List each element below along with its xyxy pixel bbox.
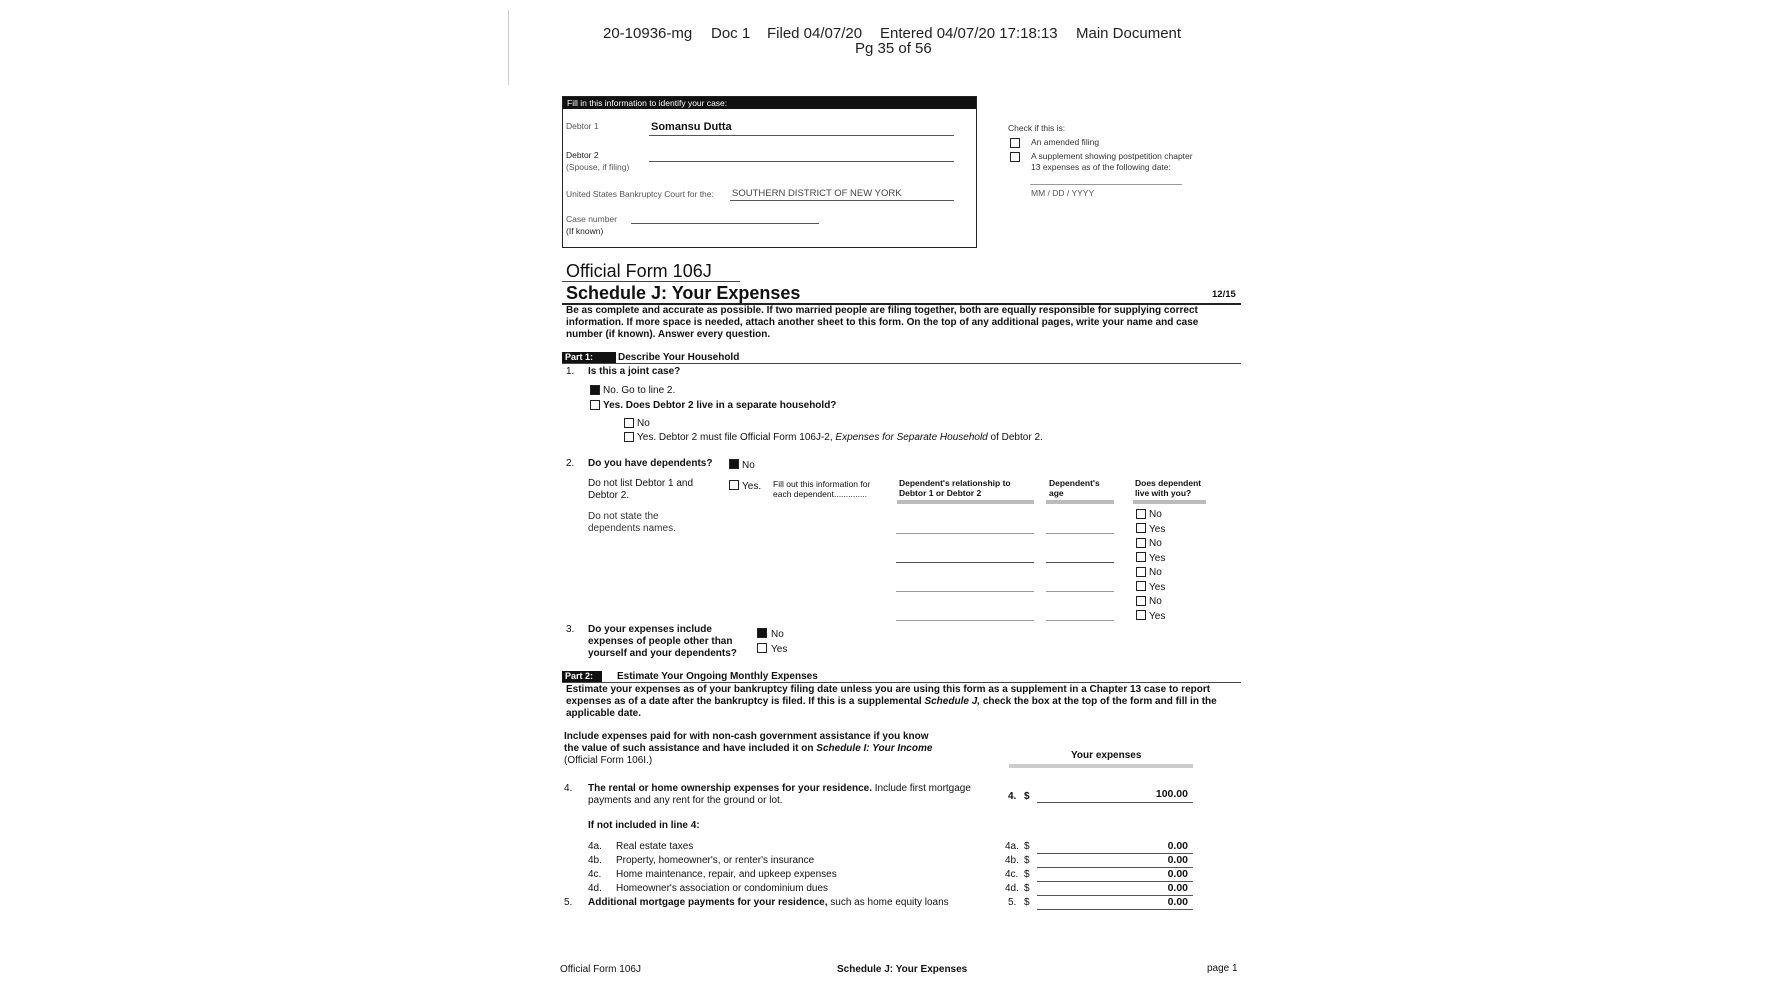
form-name-rule	[562, 281, 740, 282]
dependent-age-line-4	[1046, 620, 1114, 621]
footer-form-name: Official Form 106J	[560, 964, 641, 975]
q1-sub-yes-text-a: Yes. Debtor 2 must file Official Form 106J-2,	[637, 432, 833, 443]
q2-no-checkbox[interactable]	[729, 459, 739, 469]
live-option-label-1: No	[1149, 509, 1162, 520]
debtor1-line	[649, 135, 954, 136]
not-included-label: If not included in line 4:	[588, 820, 700, 831]
line5-value: 0.00	[1167, 896, 1188, 908]
q1-sub-no-label: No	[637, 418, 650, 429]
q1-text: Is this a joint case?	[588, 366, 681, 377]
part2-para1-line2-c: check the box at the top of the form and fill in the	[982, 696, 1217, 707]
col-relationship-1: Dependent's relationship to	[899, 478, 1011, 488]
q3-text-3: yourself and your dependents?	[588, 648, 737, 659]
live-option-checkbox-2[interactable]	[1136, 523, 1146, 533]
part2-para1-line2	[566, 696, 1217, 707]
q3-no-checkbox[interactable]	[757, 628, 767, 638]
supplement-label-1: A supplement showing postpetition chapter	[1031, 151, 1193, 161]
live-option-label-3: No	[1149, 538, 1162, 549]
line4a-code: 4a.	[588, 841, 602, 852]
q2-text: Do you have dependents?	[588, 458, 713, 469]
line4c-ref: 4c.	[1005, 869, 1019, 880]
line4-ref: 4.	[1008, 791, 1017, 802]
part2-title: Estimate Your Ongoing Monthly Expenses	[617, 671, 818, 682]
q2-do-not-list-2: Debtor 2.	[588, 490, 630, 501]
line5-text	[588, 897, 949, 908]
line4b-ref: 4b.	[1005, 855, 1019, 866]
part1-rule	[562, 363, 1241, 364]
q3-no-label: No	[771, 629, 784, 640]
line4-value: 100.00	[1155, 788, 1188, 800]
q2-yes-label: Yes.	[742, 481, 762, 492]
q1-sub-yes-text-c: of Debtor 2.	[990, 432, 1043, 443]
box-title: Fill in this information to identify your case:	[563, 97, 976, 109]
live-option-label-5: No	[1149, 567, 1162, 578]
line4c-value: 0.00	[1167, 868, 1188, 880]
part2-para2-line3: (Official Form 106I.)	[564, 755, 653, 766]
q3-yes-label: Yes	[771, 644, 788, 655]
intro-line-2: information. If more space is needed, attach another sheet to this form. On the top of any additional pages, write your name and case	[566, 317, 1199, 328]
live-option-label-2: Yes	[1149, 524, 1166, 535]
part2-label: Part 2:	[562, 671, 602, 682]
form-title: Schedule J: Your Expenses	[566, 283, 801, 303]
live-option-label-4: Yes	[1149, 553, 1166, 564]
line4a-dollar: $	[1024, 841, 1030, 852]
part1-label: Part 1:	[562, 352, 616, 363]
line4a-ref: 4a.	[1005, 841, 1019, 852]
line4a-label: Real estate taxes	[616, 841, 694, 852]
line5-number: 5.	[564, 897, 573, 908]
case-number-line	[631, 223, 819, 224]
live-option-checkbox-8[interactable]	[1136, 610, 1146, 620]
case-number-sublabel: (If known)	[566, 226, 604, 236]
line5-text-bold: Additional mortgage payments for your residence,	[588, 897, 828, 908]
col-live-bar	[1133, 500, 1206, 504]
intro-line-1: Be as complete and accurate as possible. If two married people are filing together, both are equally responsible for supplying correct	[566, 305, 1198, 316]
line4c-label: Home maintenance, repair, and upkeep expenses	[616, 869, 837, 880]
footer-page: page 1	[1207, 963, 1238, 974]
part2-para1-line3: applicable date.	[566, 708, 642, 719]
q3-yes-checkbox[interactable]	[757, 643, 767, 653]
line4c-dollar: $	[1024, 869, 1030, 880]
live-option-label-7: No	[1149, 596, 1162, 607]
main-document-label: Main Document	[1076, 25, 1182, 42]
supplement-date-placeholder: MM / DD / YYYY	[1031, 188, 1095, 198]
debtor2-line	[649, 161, 954, 162]
part1-title: Describe Your Household	[618, 352, 740, 363]
q2-fill-out-2: each dependent..............	[773, 489, 868, 499]
q1-number: 1.	[566, 366, 575, 377]
your-expenses-bar	[1009, 764, 1193, 768]
live-option-checkbox-7[interactable]	[1136, 596, 1146, 606]
live-option-checkbox-3[interactable]	[1136, 538, 1146, 548]
footer-title: Schedule J: Your Expenses	[837, 964, 968, 975]
q2-fill-out-1: Fill out this information for	[773, 479, 871, 489]
part2-para2-line2	[564, 743, 932, 754]
page-of-label: Pg 35 of 56	[855, 40, 932, 57]
court-value: SOUTHERN DISTRICT OF NEW YORK	[732, 188, 902, 199]
line4d-dollar: $	[1024, 883, 1030, 894]
line4b-code: 4b.	[588, 855, 602, 866]
q1-yes-checkbox[interactable]	[590, 400, 600, 410]
part2-para2-line2-a: the value of such assistance and have included it on	[564, 743, 814, 754]
q1-yes-label: Yes. Does Debtor 2 live in a separate household?	[603, 400, 837, 411]
live-option-checkbox-4[interactable]	[1136, 552, 1146, 562]
check-title: Check if this is:	[1008, 123, 1066, 133]
line4-dollar: $	[1024, 791, 1030, 802]
q3-number: 3.	[566, 624, 575, 635]
line4-text-1	[588, 783, 971, 794]
case-number: 20-10936-mg	[603, 25, 693, 42]
form-version: 12/15	[1212, 289, 1236, 300]
amended-checkbox[interactable]	[1010, 138, 1020, 148]
col-relationship-bar	[897, 500, 1034, 504]
part2-para2-line2-b: Schedule I: Your Income	[816, 743, 933, 754]
line4d-value: 0.00	[1167, 882, 1188, 894]
line4a-value: 0.00	[1167, 840, 1188, 852]
part2-para2-line1: Include expenses paid for with non-cash government assistance if you know	[564, 731, 929, 742]
form-name: Official Form 106J	[566, 261, 712, 281]
q2-do-not-state-2: dependents names.	[588, 523, 676, 534]
part2-para1-line1: Estimate your expenses as of your bankruptcy filing date unless you are using this form as a supplement in a Chapter 13 case to report	[566, 684, 1211, 695]
q1-no-checkbox[interactable]	[590, 385, 600, 395]
q3-text-2: expenses of people other than	[588, 636, 733, 647]
case-number-label: Case number	[566, 214, 618, 224]
dependent-age-line-3	[1046, 591, 1114, 592]
line5-ref: 5.	[1008, 897, 1017, 908]
part2-rule	[562, 682, 1241, 683]
scan-edge-line	[508, 10, 509, 85]
col-age-2: age	[1049, 488, 1064, 498]
debtor2-label: Debtor 2	[566, 150, 599, 160]
live-option-label-8: Yes	[1149, 611, 1166, 622]
dependent-age-line-1	[1046, 533, 1114, 534]
supplement-date-line	[1030, 184, 1182, 185]
live-option-checkbox-6[interactable]	[1136, 581, 1146, 591]
filed-date: Filed 04/07/20	[767, 25, 863, 42]
line4-number: 4.	[564, 783, 573, 794]
live-option-checkbox-5[interactable]	[1136, 567, 1146, 577]
line4-text-2: payments and any rent for the ground or lot.	[588, 795, 783, 806]
live-option-label-6: Yes	[1149, 582, 1166, 593]
q1-sub-yes-checkbox[interactable]	[624, 432, 634, 442]
part2-para1-line2-b: Schedule J,	[924, 696, 981, 707]
col-relationship-2: Debtor 1 or Debtor 2	[899, 488, 982, 498]
col-age-bar	[1046, 500, 1114, 504]
q1-sub-no-checkbox[interactable]	[624, 418, 634, 428]
dependent-age-line-2	[1046, 562, 1114, 563]
debtor1-name: Somansu Dutta	[651, 121, 732, 133]
line4-value-line	[1037, 802, 1193, 803]
line4b-value: 0.00	[1167, 854, 1188, 866]
line4-text-bold: The rental or home ownership expenses for your residence.	[588, 783, 872, 794]
col-age-1: Dependent's	[1049, 478, 1100, 488]
line5-value-line	[1037, 909, 1193, 910]
line4b-label: Property, homeowner's, or renter's insurance	[616, 855, 815, 866]
q1-sub-yes-label	[637, 432, 1043, 443]
q3-text-1: Do your expenses include	[588, 624, 712, 635]
q2-do-not-state-1: Do not state the	[588, 511, 659, 522]
court-label: United States Bankruptcy Court for the:	[566, 189, 714, 199]
line5-dollar: $	[1024, 897, 1030, 908]
q2-no-label: No	[742, 460, 755, 471]
line5-text-normal: such as home equity loans	[830, 897, 949, 908]
q1-sub-yes-text-b: Expenses for Separate Household	[835, 432, 988, 443]
debtor1-label: Debtor 1	[566, 121, 599, 131]
q2-number: 2.	[566, 458, 575, 469]
line4d-code: 4d.	[588, 883, 602, 894]
col-live-2: live with you?	[1135, 488, 1192, 498]
dependent-rel-line-3	[896, 591, 1034, 592]
line4-text-normal: Include first mortgage	[874, 783, 971, 794]
your-expenses-header: Your expenses	[1071, 750, 1142, 761]
q2-do-not-list-1: Do not list Debtor 1 and	[588, 478, 694, 489]
dependent-rel-line-1	[896, 533, 1034, 534]
doc-number: Doc 1	[711, 25, 751, 42]
dependent-rel-line-2	[896, 562, 1034, 563]
q1-no-label: No. Go to line 2.	[603, 385, 676, 396]
q2-yes-checkbox[interactable]	[729, 480, 739, 490]
entered-date: Entered 04/07/20 17:18:13	[880, 25, 1058, 42]
line4c-code: 4c.	[588, 869, 602, 880]
line4d-label: Homeowner's association or condominium dues	[616, 883, 829, 894]
amended-label: An amended filing	[1031, 137, 1100, 147]
debtor2-sublabel: (Spouse, if filing)	[566, 162, 630, 172]
intro-line-3: number (if known). Answer every question.	[566, 329, 771, 340]
live-option-checkbox-1[interactable]	[1136, 509, 1146, 519]
part2-para1-line2-a: expenses as of a date after the bankruptcy is filed. If this is a supplemental	[566, 696, 922, 707]
col-live-1: Does dependent	[1135, 478, 1202, 488]
line4d-ref: 4d.	[1005, 883, 1019, 894]
supplement-checkbox[interactable]	[1010, 152, 1020, 162]
line4b-dollar: $	[1024, 855, 1030, 866]
case-identification-box	[562, 96, 977, 248]
dependent-rel-line-4	[896, 620, 1034, 621]
court-line	[730, 200, 954, 201]
supplement-label-2: 13 expenses as of the following date:	[1031, 162, 1171, 172]
